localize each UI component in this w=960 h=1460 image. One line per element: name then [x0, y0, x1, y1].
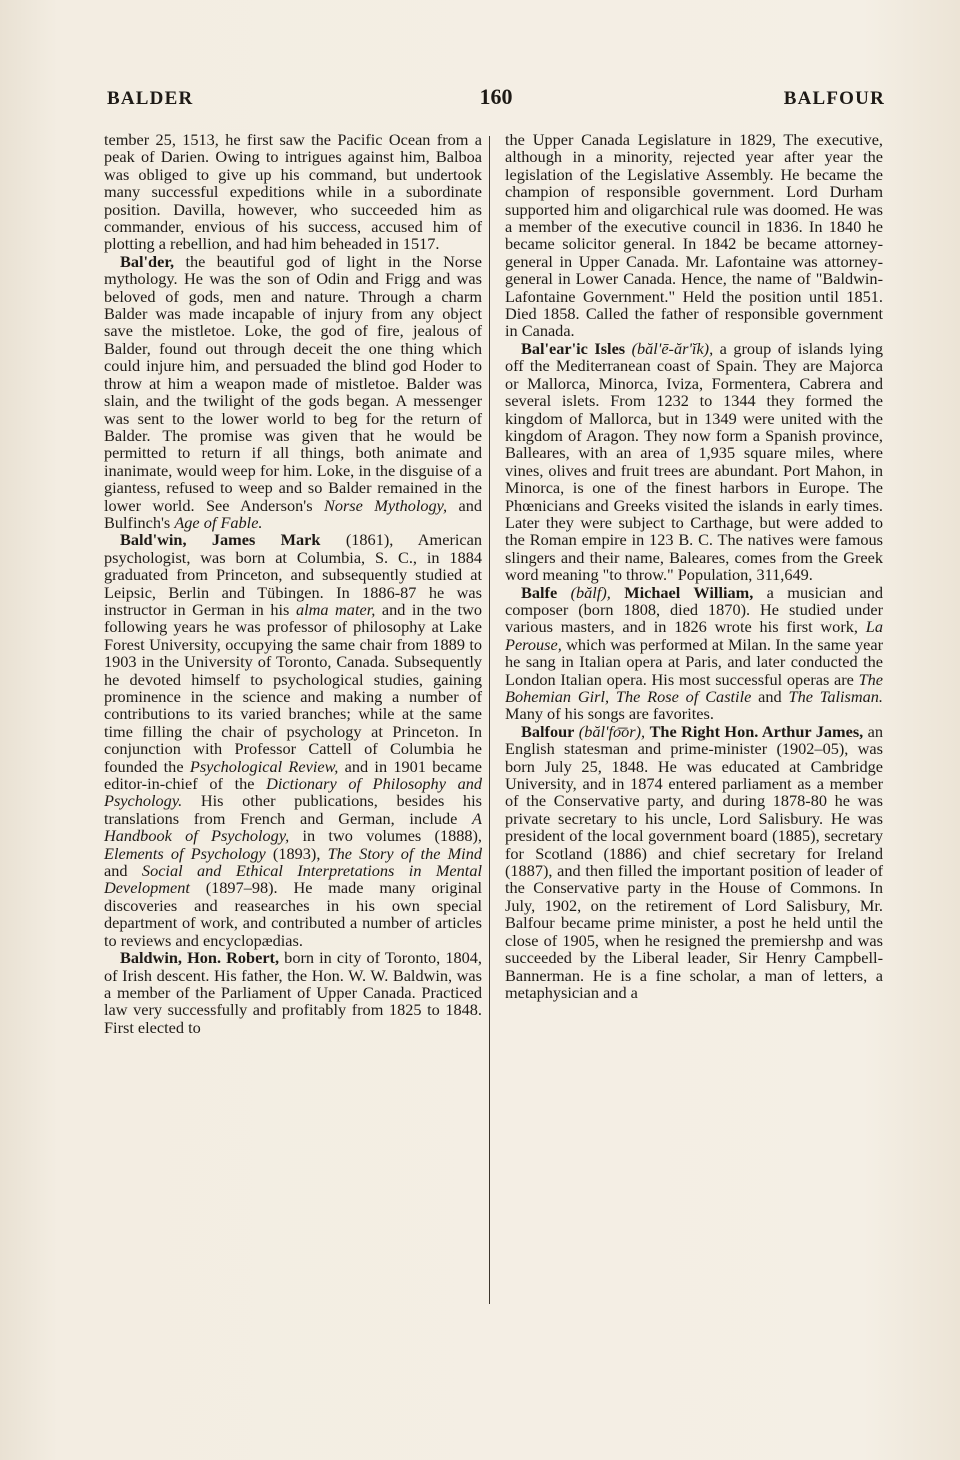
pronunciation: (băl'ē-ăr'ĭk),	[625, 338, 714, 358]
book-title: Psychological Review,	[189, 756, 339, 776]
entry-text: the beautiful god of light in the Norse mythology. He was the son of Odin and Frigg and was beloved of gods, men and nature. Through a charm Balder was made incapable of injury from any object save the mistletoe. Loke, the god of fire, jealous of Balder, found out through deceit the one thing which could injure him, and persuaded the blind god Hoder to throw at him a weapon made of mistletoe. Balder was slain, and the twilight of the gods began. A messenger was sent to the lower world to beg for the return of Balder. The promise was given that he would be permitted to return if all things, both animate and inanimate, would weep for him. Loke, in the disguise of a giantess, refused to weep and so Balder remained in the lower world. See Anderson's	[104, 251, 482, 515]
pronunciation: (bălf),	[557, 582, 625, 602]
work-title: The Talisman.	[788, 687, 883, 706]
entry-text: an English statesman and prime-minister (1902–05), was born July 25, 1848. He was educated at Cambridge University, and in 1874 entered parliament as a member of the Conservative party, and during 1878-80 he was private secretary to his uncle, Lord Salisbury. He was president of the local government board (1885), secretary for Scotland (1886) and chief secretary for Ireland (1887), and then filled the important position of leader of the Conservative party in the House of Commons. In July, 1902, on the retirement of Lord Salisbury, Mr. Balfour became prime minister, a post he held until the close of 1905, when he resigned the premiershp and was succeeded by the Liberal leader, Sir Henry Campbell-Bannerman. He is a fine scholar, a man of letters, a metaphysician and a	[505, 721, 884, 1002]
entry-text: (1897–98). He made many original discoveries and reasearches in his own special department of work, and contributed a number of articles to reviews and encyclopædias.	[104, 878, 482, 950]
guide-word-right: BALFOUR	[783, 88, 885, 109]
entry-text: in two volumes (1888),	[289, 826, 482, 846]
book-title: A Handbook of Psychology,	[104, 808, 482, 846]
right-column	[505, 131, 883, 1001]
entry-balearic-isles	[505, 340, 883, 584]
book-title: Age of Fable.	[174, 512, 263, 532]
entry-text: and in 1901 became editor-in-chief of the	[104, 756, 482, 794]
entry-continuation-balboa: tember 25, 1513, he first saw the Pacific Ocean from a peak of Darien. Owing to intrigues against him, Balboa was obliged to give up his command, but undertook many successful expeditions while in a subordinate position. Davilla, however, who succeeded him as commander, envious of his success, accused him of plotting a rebellion, and had him beheaded in 1517.	[104, 130, 482, 254]
entry-text: which was performed at Milan. In the same year he sang in Italian opera at Paris, and later conducted the London Italian opera. His most successful operas are	[505, 634, 883, 689]
entry-text: a group of islands lying off the Mediterranean coast of Spain. They are Majorca or Mallorca, Minorca, Iviza, Formentera, Cabrera and several islets. From 1232 to 1344 they formed the kingdom of Mallorca, but in 1349 were united with the kingdom of Aragon. They now form a Spanish province, Balleares, with an area of 1,935 square miles, where vines, olives and fruit trees are abundant. Port Mahon, in Minorca, is one of the finest harbors in Europe. The Phœnicians and Greeks visited the islands in early times. Later they were subject to Carthage, but were added to the Roman empire in 123 B. C. The natives were famous slingers and their name, Baleares, comes from the Greek word meaning "to throw." Population, 311,649.	[505, 338, 883, 585]
book-title: Dictionary of Philosophy and Psychology.	[104, 774, 482, 811]
headword: Bal'ear'ic Isles	[521, 338, 626, 358]
book-title: Norse Mythology,	[323, 495, 448, 515]
entry-text: a musician and composer (born 1808, died 1870). He studied under various masters, and in 1826 wrote his first work,	[505, 582, 883, 637]
book-title: Social and Ethical Interpretations in Mental Development	[104, 861, 482, 898]
work-title: The Bohemian Girl, The Rose of Castile	[505, 669, 883, 706]
page-number: 160	[479, 84, 513, 109]
headword: Bald'win, James Mark	[120, 530, 321, 550]
headword: Balfe	[521, 582, 558, 602]
column-rule	[489, 136, 490, 1304]
entry-baldwin-robert	[104, 949, 482, 1036]
work-title: La Perouse,	[505, 617, 883, 654]
headword: Bal'der,	[120, 251, 175, 271]
entry-balder	[104, 253, 482, 532]
entry-balfe	[505, 584, 883, 723]
headword: Balfour	[521, 721, 575, 741]
headword: Baldwin, Hon. Robert,	[120, 948, 280, 968]
book-title: Elements of Psychology	[104, 843, 266, 863]
entry-text: His other publications, besides his translations from French and German, include	[104, 791, 482, 828]
entry-text: Many of his songs are favorites.	[505, 704, 714, 724]
book-title: The Story of the Mind	[327, 843, 482, 863]
entry-baldwin-james-mark	[104, 531, 482, 949]
running-head	[107, 84, 885, 114]
entry-text: and	[751, 687, 789, 706]
entry-balfour	[505, 723, 883, 1002]
left-column	[104, 131, 482, 1036]
headword-name: Michael William,	[624, 582, 754, 602]
entry-text: and	[104, 861, 142, 881]
italic-phrase: alma mater,	[295, 599, 376, 619]
headword-name: The Right Hon. Arthur James,	[649, 721, 864, 741]
guide-word-left: BALDER	[107, 88, 194, 109]
pronunciation: (băl'fo͞or),	[574, 721, 650, 741]
entry-text: born in city of Toronto, 1804, of Irish descent. His father, the Hon. W. W. Baldwin, was a member of the Parliament of Upper Canada. Practiced law very successfully and profitably from 1825 to 1848. First elected to	[104, 948, 482, 1037]
entry-text: (1893),	[265, 843, 328, 863]
entry-text: and Bulfinch's	[104, 495, 482, 532]
entry-text: and in the two following years he was professor of philosophy at Lake Forest University, occupying the same chair from 1889 to 1903 in the University of Toronto, Canada. Subsequently he devoted himself to psychological studies, gaining prominence in the science and making a number of contributions to its varied branches; while at the same time filling the chair of psychology at Princeton. In conjunction with Professor Cattell of Columbia he founded the	[104, 599, 483, 776]
entry-text: (1861), American psychologist, was born at Columbia, S. C., in 1884 graduated from Princeton, and subsequently studied at Leipsic, Berlin and Tübingen. In 1886-87 he was instructor in German in his	[104, 530, 482, 619]
entry-continuation-baldwin: the Upper Canada Legislature in 1829, The executive, although in a minority, rejected year after year the legislation of the Legislative Assembly. He became the champion of responsible government. Lord Durham supported him and oligarchical rule was doomed. He was a member of the executive council in 1836. In 1840 he became solicitor general. In 1842 be became attorney-general in Upper Canada. Mr. Lafontaine was attorney-general in Lower Canada. Hence, the name of "Baldwin-Lafontaine Government." Held the position until 1851. Died 1858. Called the father of responsible government in Canada.	[505, 130, 883, 341]
